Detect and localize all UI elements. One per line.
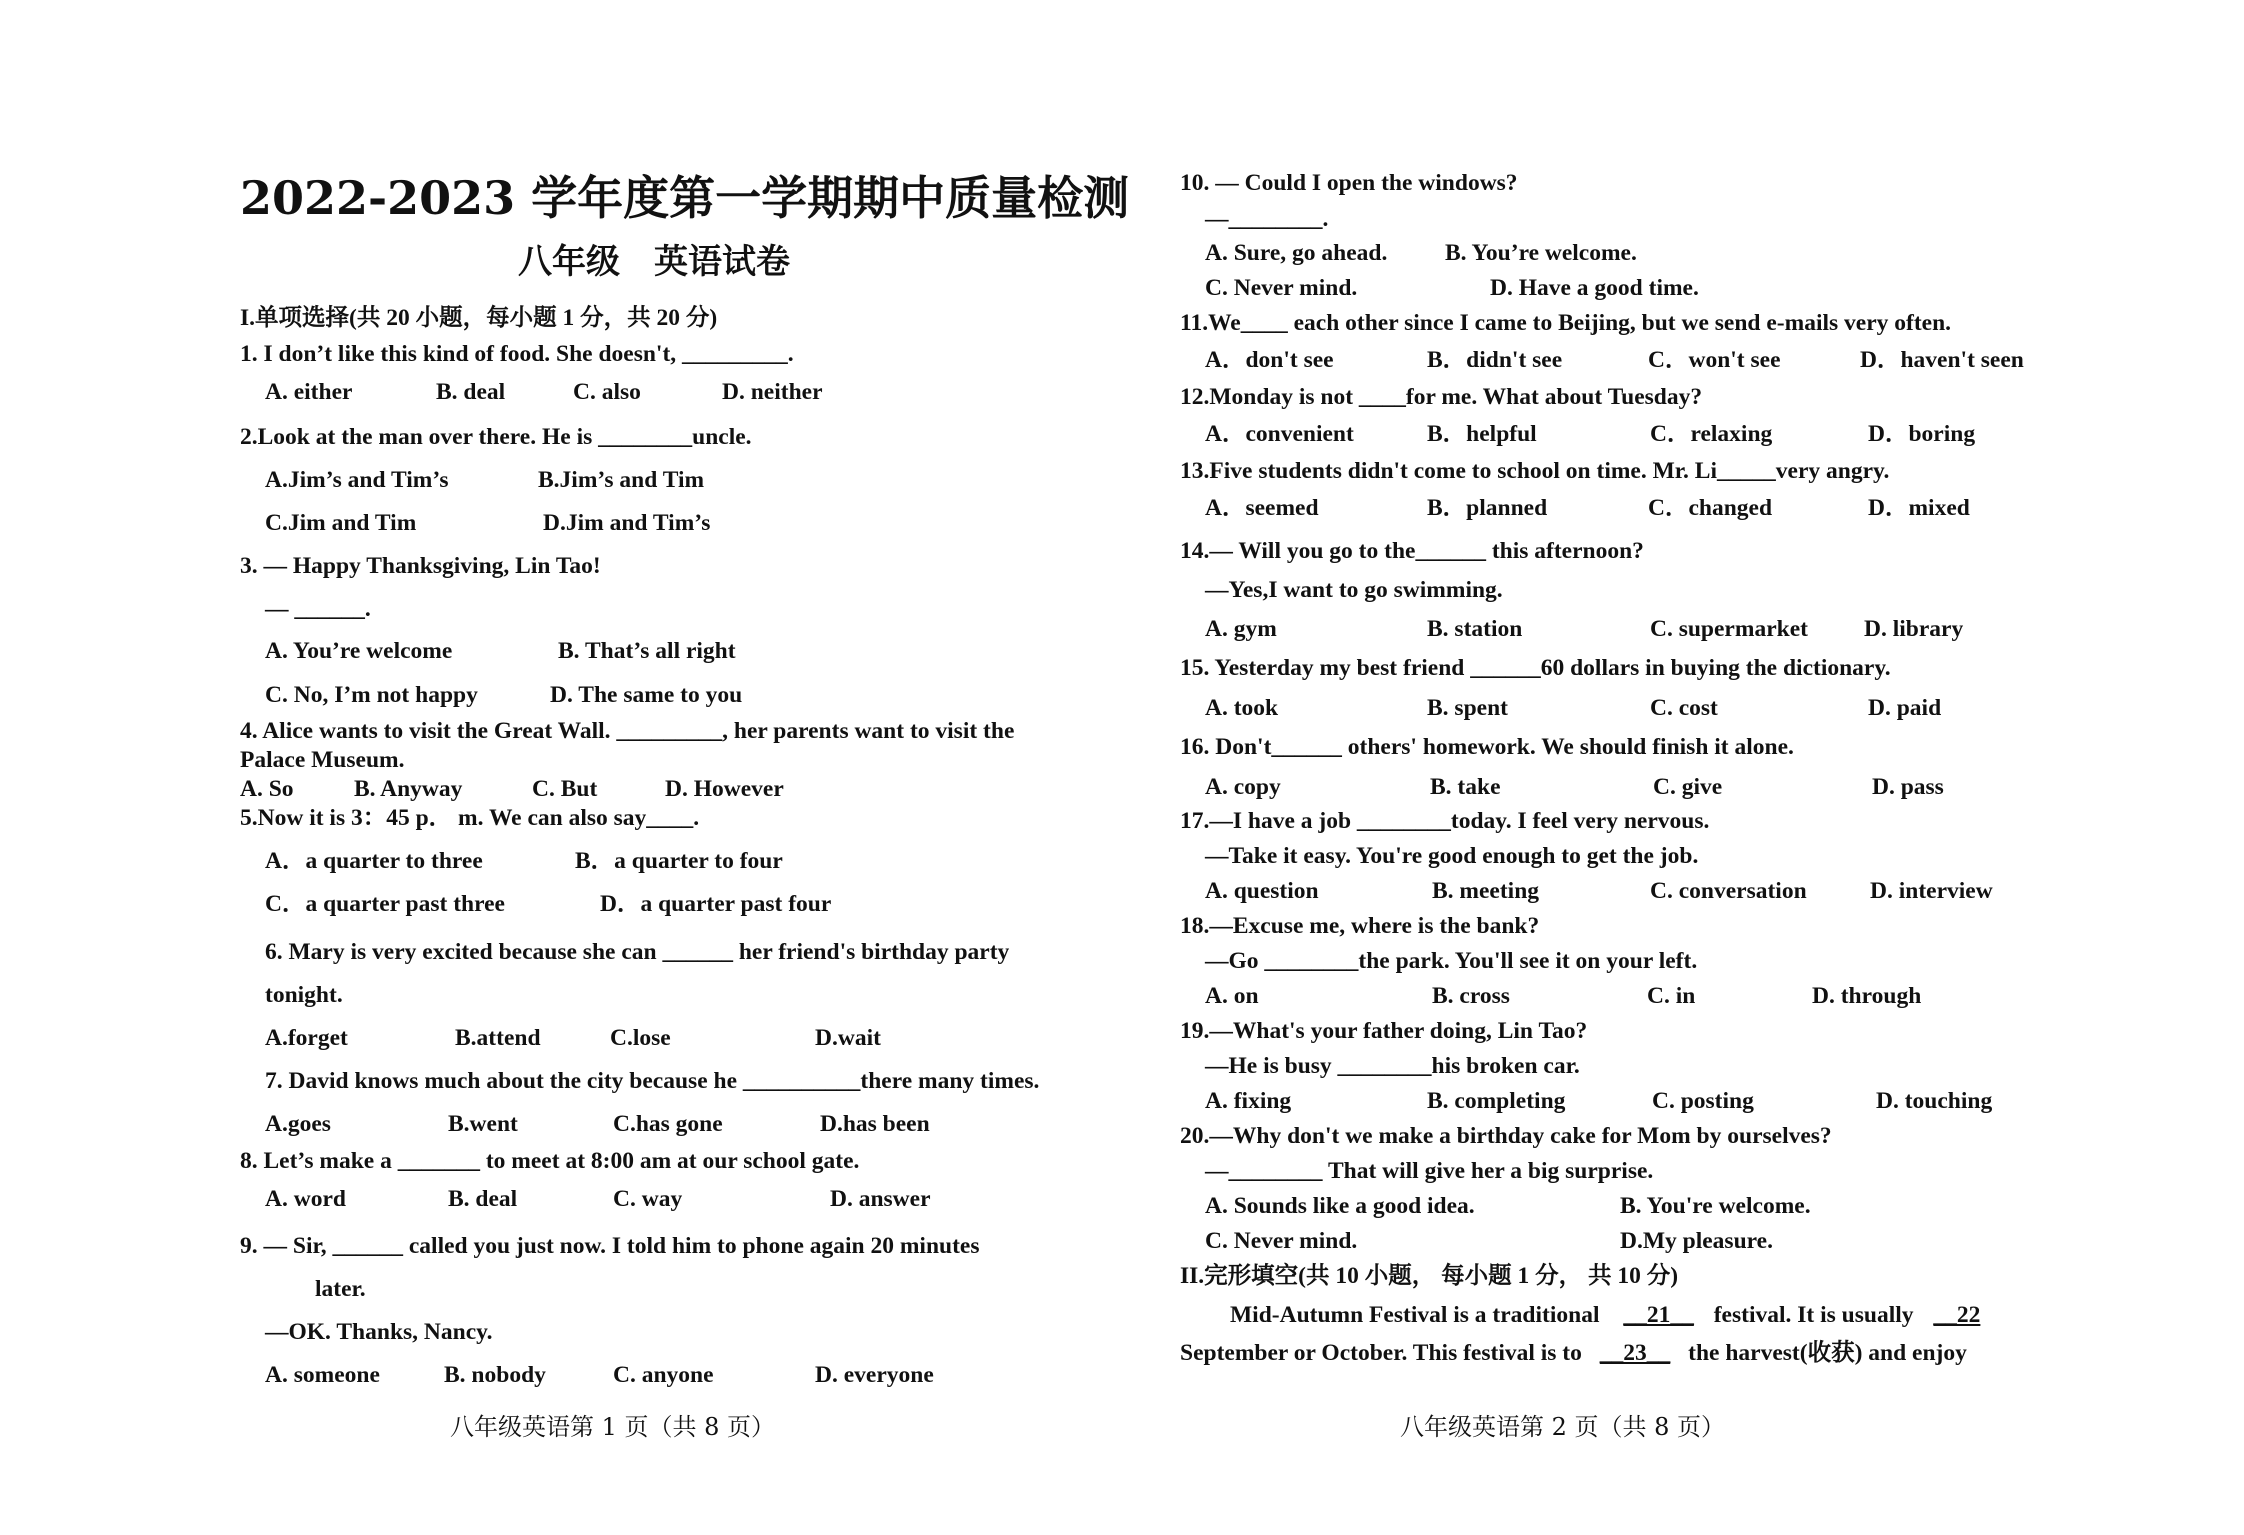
q15-option-b: B. spent [1427, 695, 1508, 721]
q1-option-c: C. also [573, 379, 641, 405]
q14-response: —Yes,I want to go swimming. [1205, 577, 1503, 603]
q14-option-d: D. library [1864, 616, 1964, 642]
q20-option-d: D.My pleasure. [1620, 1228, 1773, 1254]
q20-option-b: B. You're welcome. [1620, 1193, 1811, 1219]
question-20: 20.—Why don't we make a birthday cake for Mom by ourselves? [1180, 1123, 1832, 1149]
q3-option-c: C. No, I’m not happy [265, 682, 478, 708]
q17-option-c: C. conversation [1650, 878, 1807, 904]
q19-option-a: A. fixing [1205, 1088, 1292, 1114]
q19-option-c: C. posting [1652, 1088, 1754, 1114]
q14-option-c: C. supermarket [1650, 616, 1808, 642]
q15-option-a: A. took [1205, 695, 1279, 721]
question-1: 1. I don’t like this kind of food. She doesn't, _________. [240, 341, 794, 367]
q16-option-c: C. give [1653, 774, 1723, 800]
q19-response: —He is busy ________his broken car. [1205, 1053, 1580, 1079]
q12-option-b: B．helpful [1427, 421, 1537, 447]
q17-option-b: B. meeting [1432, 878, 1540, 904]
question-9-cont: later. [315, 1276, 366, 1302]
q3-option-a: A. You’re welcome [265, 638, 453, 664]
q11-option-d: D．haven't seen [1860, 347, 2024, 373]
q1-option-d: D. neither [722, 379, 823, 405]
q12-option-a: A．convenient [1205, 421, 1354, 447]
question-16: 16. Don't______ others' homework. We should finish it alone. [1180, 734, 1794, 760]
question-9: 9. — Sir, ______ called you just now. I told him to phone again 20 minutes [240, 1233, 980, 1259]
q16-option-d: D. pass [1872, 774, 1944, 800]
q2-option-d: D.Jim and Tim’s [543, 510, 711, 536]
q10-option-c: C. Never mind. [1205, 275, 1358, 301]
passage-text: September or October. This festival is to [1180, 1340, 1582, 1366]
q7-option-c: C.has gone [613, 1111, 723, 1137]
question-7: 7. David knows much about the city because he __________there many times. [265, 1068, 1040, 1094]
q6-option-c: C.lose [610, 1025, 671, 1051]
passage-line-2 [1180, 1338, 1967, 1368]
exam-subtitle: 八年级 英语试卷 [518, 242, 790, 282]
question-18: 18.—Excuse me, where is the bank? [1180, 913, 1540, 939]
q13-option-c: C．changed [1648, 495, 1773, 521]
q11-option-b: B．didn't see [1427, 347, 1563, 373]
q5-option-d: D．a quarter past four [600, 891, 832, 917]
q5-option-b: B．a quarter to four [575, 848, 783, 874]
question-17: 17.—I have a job ________today. I feel very nervous. [1180, 808, 1710, 834]
q5-option-c: C．a quarter past three [265, 891, 505, 917]
q18-option-c: C. in [1647, 983, 1696, 1009]
q10-option-a: A. Sure, go ahead. [1205, 240, 1388, 266]
q5-option-a: A．a quarter to three [265, 848, 483, 874]
question-13: 13.Five students didn't come to school on time. Mr. Li_____very angry. [1180, 458, 1890, 484]
q18-option-b: B. cross [1432, 983, 1510, 1009]
passage-text: festival. It is usually [1713, 1302, 1914, 1328]
section-1-heading: I.单项选择(共 20 小题，每小题 1 分，共 20 分) [240, 305, 718, 331]
q8-option-a: A. word [265, 1186, 346, 1212]
q13-option-b: B．planned [1427, 495, 1548, 521]
q6-option-b: B.attend [455, 1025, 541, 1051]
right-page [1150, 0, 2244, 1535]
q14-option-b: B. station [1427, 616, 1523, 642]
q18-response: —Go ________the park. You'll see it on your left. [1205, 948, 1698, 974]
section-2-heading: II.完形填空(共 10 小题， 每小题 1 分， 共 10 分) [1180, 1263, 1679, 1289]
q3-response: — ______. [265, 596, 371, 622]
page-footer-2: 八年级英语第 2 页（共 8 页） [1400, 1413, 1726, 1441]
question-3: 3. — Happy Thanksgiving, Lin Tao! [240, 553, 601, 579]
q10-response: —________. [1205, 206, 1329, 232]
q11-option-a: A．don't see [1205, 347, 1334, 373]
question-12: 12.Monday is not ____for me. What about Tuesday? [1180, 384, 1703, 410]
q9-option-c: C. anyone [613, 1362, 714, 1388]
q2-option-a: A.Jim’s and Tim’s [265, 467, 449, 493]
question-6: 6. Mary is very excited because she can ______ her friend's birthday party [265, 939, 1010, 965]
question-6-cont: tonight. [265, 982, 343, 1008]
q6-option-d: D.wait [815, 1025, 881, 1051]
q15-option-d: D. paid [1868, 695, 1942, 721]
question-10: 10. — Could I open the windows? [1180, 170, 1518, 196]
q3-option-b: B. That’s all right [558, 638, 736, 664]
exam-title: 2022-2023 学年度第一学期期中质量检测 [240, 171, 1130, 225]
question-15: 15. Yesterday my best friend ______60 dollars in buying the dictionary. [1180, 655, 1891, 681]
q1-option-a: A. either [265, 379, 353, 405]
q11-option-c: C．won't see [1648, 347, 1781, 373]
question-4: 4. Alice wants to visit the Great Wall. _________, her parents want to visit the [240, 718, 1015, 744]
q4-option-d: D. However [665, 776, 784, 802]
q20-option-c: C. Never mind. [1205, 1228, 1358, 1254]
q2-option-b: B.Jim’s and Tim [538, 467, 705, 493]
q19-option-d: D. touching [1876, 1088, 1993, 1114]
blank-22: __22 [1933, 1302, 1981, 1328]
q10-option-d: D. Have a good time. [1490, 275, 1699, 301]
blank-21: __21__ [1623, 1302, 1694, 1328]
blank-23: __23__ [1599, 1340, 1671, 1366]
q14-option-a: A. gym [1205, 616, 1277, 642]
passage-line-1 [1230, 1300, 1980, 1330]
passage-text: the harvest(收获) and enjoy [1688, 1340, 1967, 1366]
q17-option-a: A. question [1205, 878, 1319, 904]
q12-option-c: C．relaxing [1650, 421, 1773, 447]
question-4-cont: Palace Museum. [240, 747, 405, 773]
q17-option-d: D. interview [1870, 878, 1993, 904]
q8-option-c: C. way [613, 1186, 683, 1212]
q3-option-d: D. The same to you [550, 682, 743, 708]
question-11: 11.We____ each other since I came to Beijing, but we send e-mails very often. [1180, 310, 1952, 336]
q9-option-d: D. everyone [815, 1362, 934, 1388]
q15-option-c: C. cost [1650, 695, 1718, 721]
passage-text: Mid-Autumn Festival is a traditional [1230, 1302, 1600, 1328]
q8-option-b: B. deal [448, 1186, 518, 1212]
q13-option-d: D．mixed [1868, 495, 1970, 521]
q9-option-b: B. nobody [444, 1362, 546, 1388]
q4-option-c: C. But [532, 776, 598, 802]
q12-option-d: D．boring [1868, 421, 1976, 447]
page-footer-1: 八年级英语第 1 页（共 8 页） [450, 1413, 776, 1441]
q16-option-a: A. copy [1205, 774, 1281, 800]
q17-response: —Take it easy. You're good enough to get the job. [1205, 843, 1699, 869]
q18-option-a: A. on [1205, 983, 1259, 1009]
q1-option-b: B. deal [436, 379, 506, 405]
q13-option-a: A．seemed [1205, 495, 1319, 521]
q7-option-a: A.goes [265, 1111, 331, 1137]
q2-option-c: C.Jim and Tim [265, 510, 417, 536]
question-2: 2.Look at the man over there. He is ________uncle. [240, 424, 752, 450]
q18-option-d: D. through [1812, 983, 1922, 1009]
question-19: 19.—What's your father doing, Lin Tao? [1180, 1018, 1588, 1044]
q19-option-b: B. completing [1427, 1088, 1566, 1114]
q4-option-a: A. So [240, 776, 294, 802]
q7-option-b: B.went [448, 1111, 518, 1137]
q7-option-d: D.has been [820, 1111, 930, 1137]
q8-option-d: D. answer [830, 1186, 931, 1212]
question-8: 8. Let’s make a _______ to meet at 8:00 am at our school gate. [240, 1148, 860, 1174]
q20-option-a: A. Sounds like a good idea. [1205, 1193, 1475, 1219]
q20-response: —________ That will give her a big surprise. [1205, 1158, 1654, 1184]
q9-response: —OK. Thanks, Nancy. [265, 1319, 493, 1345]
q4-option-b: B. Anyway [354, 776, 463, 802]
q6-option-a: A.forget [265, 1025, 348, 1051]
question-14: 14.— Will you go to the______ this afternoon? [1180, 538, 1644, 564]
question-5: 5.Now it is 3：45 p． m. We can also say____. [240, 805, 700, 831]
q16-option-b: B. take [1430, 774, 1501, 800]
q9-option-a: A. someone [265, 1362, 380, 1388]
q10-option-b: B. You’re welcome. [1445, 240, 1637, 266]
